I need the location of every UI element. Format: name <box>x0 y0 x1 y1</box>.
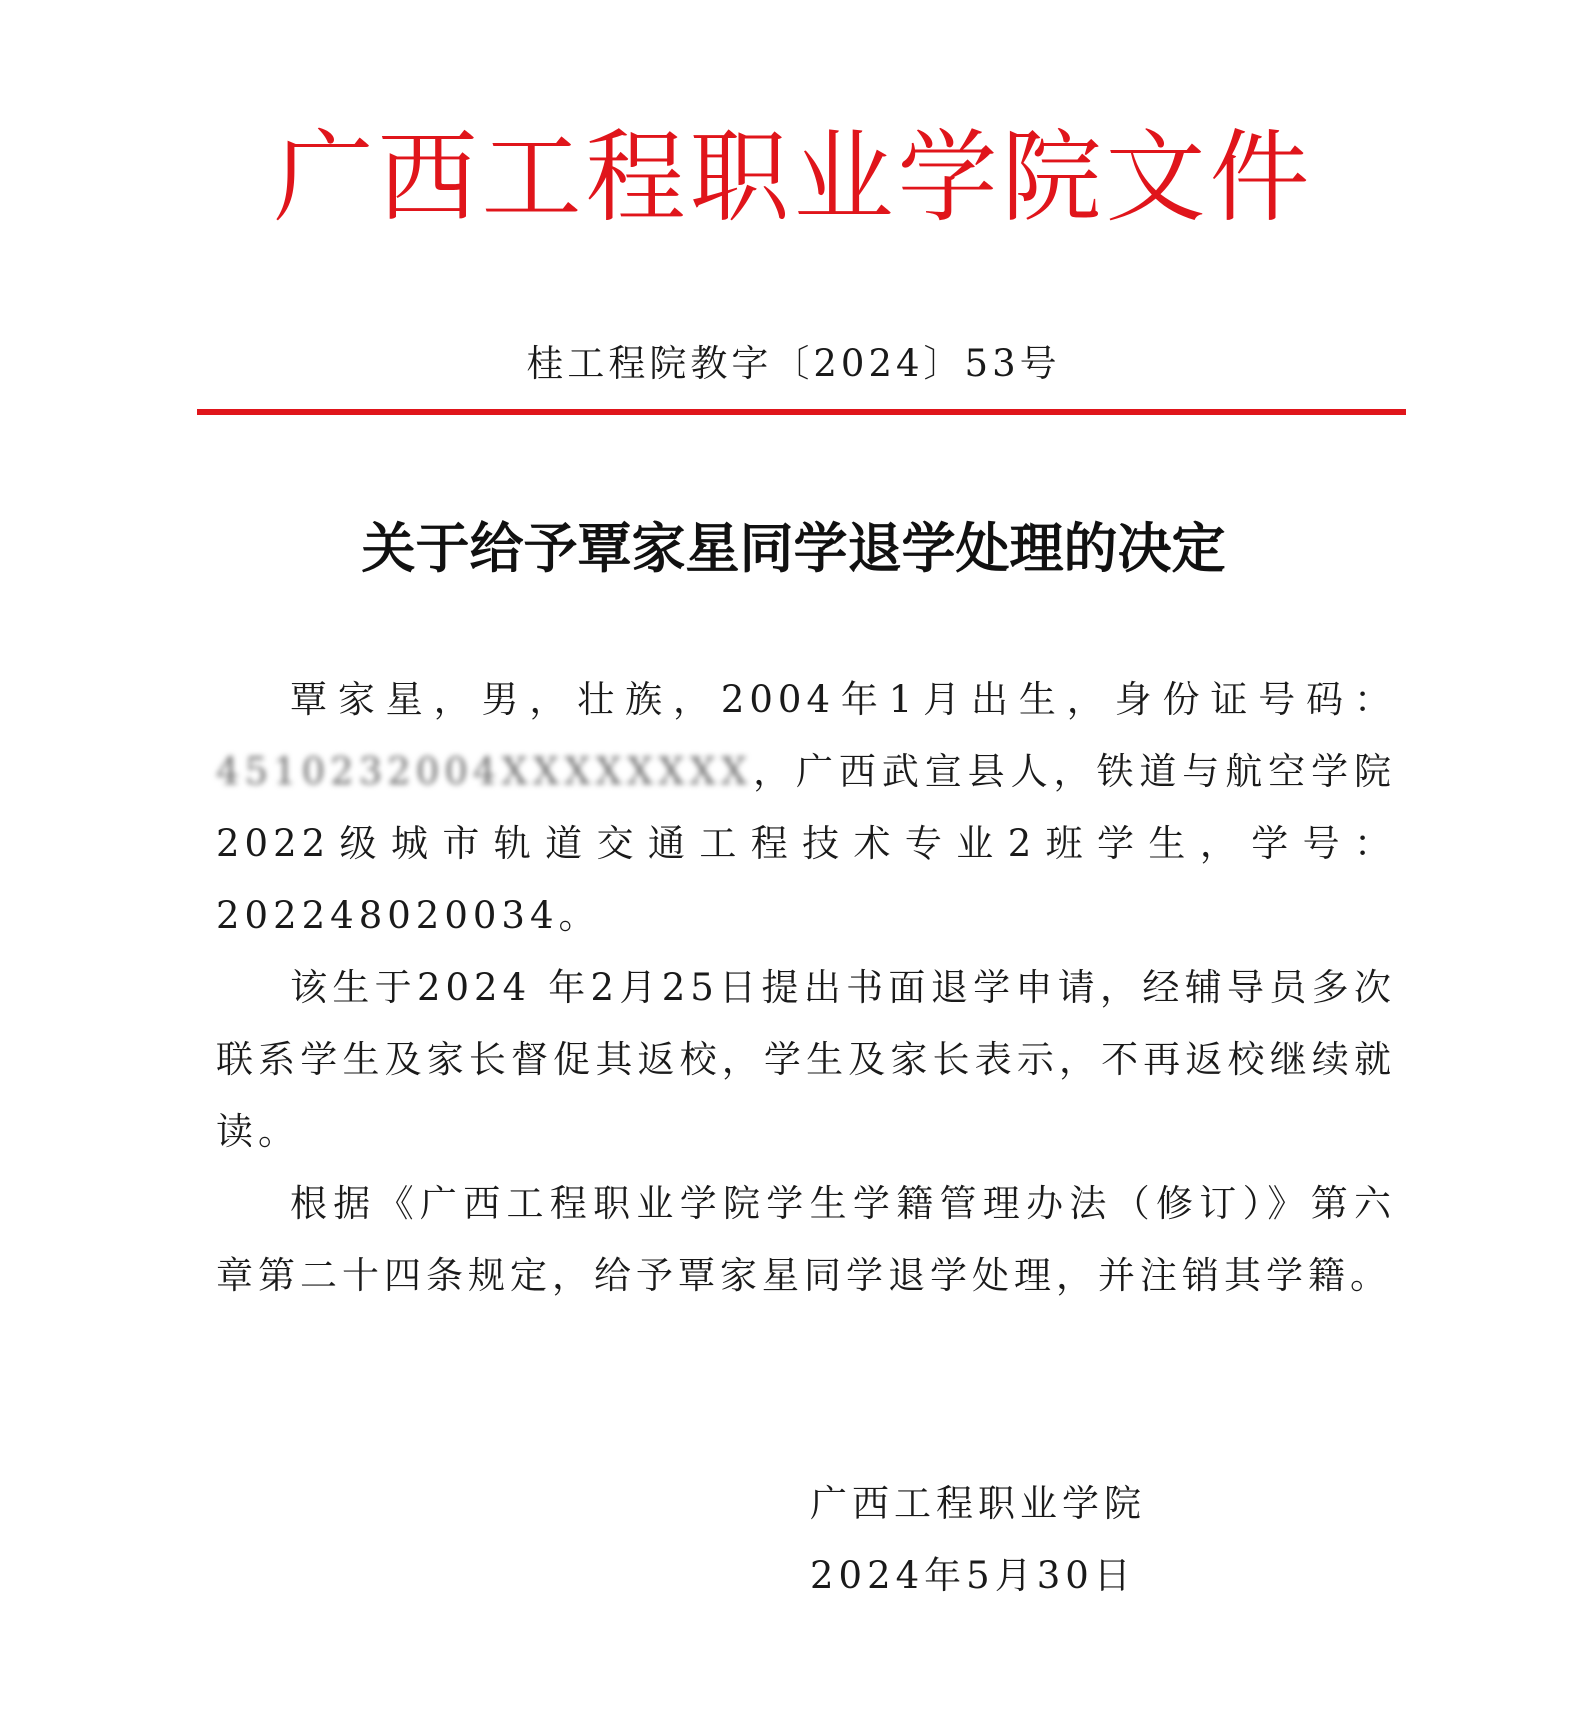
issuer-name: 广西工程职业学院 <box>810 1482 1146 1525</box>
paragraph-1-rest: ，广西武宣县人，铁道与航空学院2022级城市轨道交通工程技术专业2班学生，学号：202248020034。 <box>216 750 1396 937</box>
signature-block <box>810 1468 1146 1612</box>
document-number: 桂工程院教字〔2024〕53号 <box>526 342 1061 385</box>
body-paragraph-1 <box>216 664 1396 952</box>
document-title: 关于给予覃家星同学退学处理的决定 <box>361 516 1226 580</box>
paragraph-1-lead: 覃家星，男，壮族，2004年1月出生，身份证号码： <box>290 678 1396 721</box>
body-paragraph-3: 根据《广西工程职业学院学生学籍管理办法（修订）》第六章第二十四条规定，给予覃家星同学退学处理，并注销其学籍。 <box>216 1182 1396 1297</box>
issue-date: 2024年5月30日 <box>810 1554 1136 1597</box>
document-masthead: 广西工程职业学院文件 <box>273 119 1314 236</box>
redacted-id-number: 4510232004XXXXXXXX <box>216 750 753 793</box>
document-body <box>216 664 1396 1312</box>
red-separator-line <box>197 409 1406 415</box>
body-paragraph-2: 该生于2024 年2月25日提出书面退学申请，经辅导员多次联系学生及家长督促其返校，学生及家长表示，不再返校继续就读。 <box>216 966 1396 1153</box>
